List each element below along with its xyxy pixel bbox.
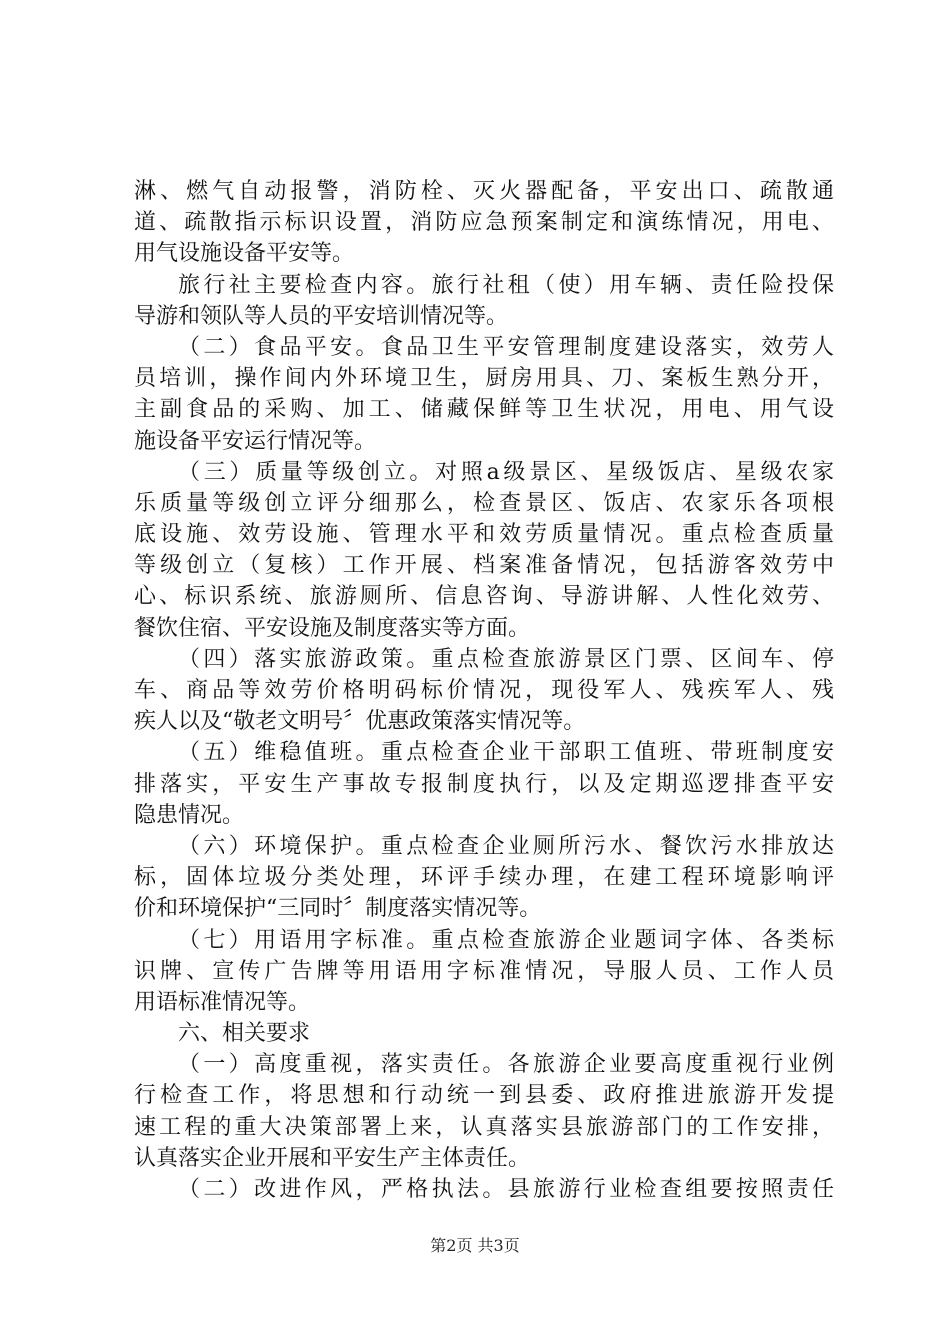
text-line: 隐患情况。: [134, 802, 245, 828]
text-line: 用气设施设备平安等。: [134, 241, 355, 267]
text-line: 用语标准情况等。: [134, 989, 311, 1015]
text-line: 排落实，平安生产事故专报制度执行，以及定期巡逻排查平安: [134, 771, 834, 797]
text-line: （七）用语用字标准。重点检查旅游企业题词字体、各类标: [178, 927, 834, 953]
text-line: 标，固体垃圾分类处理，环评手续办理，在建工程环境影响评: [134, 865, 834, 891]
text-line: （二）食品平安。食品卫生平安管理制度建设落实，效劳人: [178, 334, 834, 360]
text-line: （一）高度重视，落实责任。各旅游企业要高度重视行业例: [178, 1052, 834, 1078]
page-footer: 第2页 共3页: [430, 1236, 520, 1255]
text-line: 餐饮住宿、平安设施及制度落实等方面。: [134, 615, 531, 641]
text-line: 六、相关要求: [178, 1021, 311, 1047]
text-line: 等级创立（复核）工作开展、档案准备情况，包括游客效劳中: [134, 553, 834, 579]
text-line: 导游和领队等人员的平安培训情况等。: [134, 303, 509, 329]
text-line: 主副食品的采购、加工、储藏保鲜等卫生状况，用电、用气设: [134, 397, 834, 423]
text-line: （二）改进作风，严格执法。县旅游行业检查组要按照责任: [178, 1177, 834, 1202]
text-line: 底设施、效劳设施、管理水平和效劳质量情况。重点检查质量: [134, 522, 834, 548]
text-line: 疾人以及“敬老文明号〞优惠政策落实情况等。: [134, 709, 586, 735]
text-line: 识牌、宣传广告牌等用语用字标准情况，导服人员、工作人员: [134, 958, 834, 984]
text-line: 速工程的重大决策部署上来，认真落实县旅游部门的工作安排，: [134, 1114, 834, 1140]
text-line: 认真落实企业开展和平安生产主体责任。: [134, 1145, 531, 1171]
text-line: 车、商品等效劳价格明码标价情况，现役军人、残疾军人、残: [134, 678, 834, 703]
text-line: 价和环境保护“三同时〞制度落实情况等。: [134, 896, 542, 922]
text-line: （六）环境保护。重点检查企业厕所污水、餐饮污水排放达: [178, 833, 834, 859]
text-line: 员培训，操作间内外环境卫生，厨房用具、刀、案板生熟分开，: [134, 366, 834, 392]
text-line: 行检查工作，将思想和行动统一到县委、政府推进旅游开发提: [134, 1083, 834, 1109]
text-line: 施设备平安运行情况等。: [134, 428, 377, 454]
text-line: 道、疏散指示标识设置，消防应急预案制定和演练情况，用电、: [134, 210, 834, 236]
text-line: （五）维稳值班。重点检查企业干部职工值班、带班制度安: [178, 740, 834, 766]
text-line: 淋、燃气自动报警，消防栓、灭火器配备，平安出口、疏散通: [134, 179, 834, 204]
text-line: 旅行社主要检查内容。旅行社租（使）用车辆、责任险投保: [178, 272, 834, 298]
text-line: 乐质量等级创立评分细那么，检查景区、饭店、农家乐各项根: [134, 490, 834, 516]
text-line: （四）落实旅游政策。重点检查旅游景区门票、区间车、停: [178, 646, 834, 672]
text-line: （三）质量等级创立。对照a级景区、星级饭店、星级农家: [178, 459, 834, 485]
document-body: [134, 176, 834, 1205]
text-line: 心、标识系统、旅游厕所、信息咨询、导游讲解、人性化效劳、: [134, 584, 834, 610]
